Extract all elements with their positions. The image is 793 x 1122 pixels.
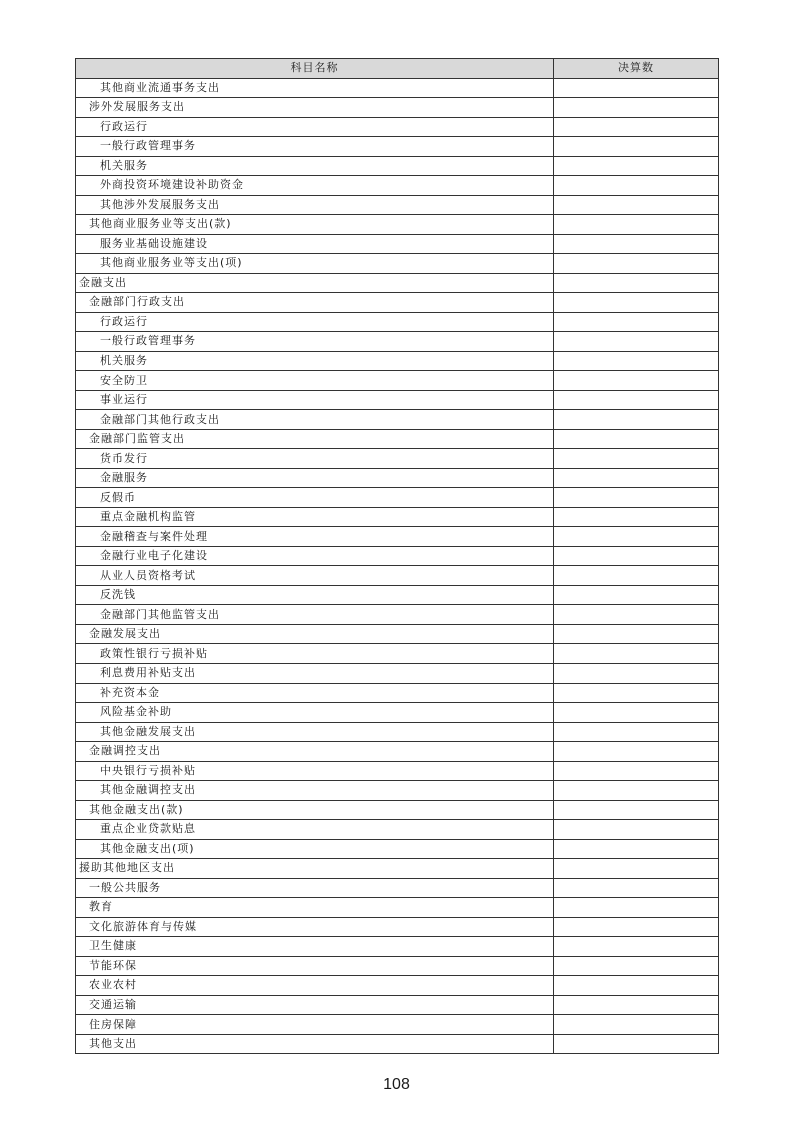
final-amount-cell [554, 195, 719, 215]
subject-name-cell: 教育 [76, 898, 554, 918]
subject-name-cell: 风险基金补助 [76, 703, 554, 723]
table-row [76, 449, 719, 469]
subject-name-cell: 金融部门其他行政支出 [76, 410, 554, 430]
table-row [76, 683, 719, 703]
final-amount-cell [554, 156, 719, 176]
table-row [76, 254, 719, 274]
table-row [76, 332, 719, 352]
subject-name-cell: 农业农村 [76, 976, 554, 996]
final-amount-cell [554, 351, 719, 371]
final-amount-cell [554, 781, 719, 801]
table-row [76, 488, 719, 508]
final-amount-cell [554, 507, 719, 527]
page-number: 108 [383, 1076, 410, 1093]
table-row [76, 878, 719, 898]
table-row [76, 722, 719, 742]
final-amount-cell [554, 215, 719, 235]
subject-name-cell: 一般公共服务 [76, 878, 554, 898]
subject-name-cell: 金融部门行政支出 [76, 293, 554, 313]
final-amount-cell [554, 449, 719, 469]
subject-name-cell: 行政运行 [76, 117, 554, 137]
subject-name-cell: 一般行政管理事务 [76, 137, 554, 157]
table-row [76, 624, 719, 644]
final-amount-cell [554, 742, 719, 762]
subject-name-cell: 节能环保 [76, 956, 554, 976]
subject-name-cell: 其他商业流通事务支出 [76, 78, 554, 98]
subject-name-cell: 其他支出 [76, 1034, 554, 1054]
table-row [76, 781, 719, 801]
final-amount-cell [554, 878, 719, 898]
final-amount-cell [554, 859, 719, 879]
final-amount-cell [554, 234, 719, 254]
table-row [76, 351, 719, 371]
final-amount-cell [554, 722, 719, 742]
final-amount-cell [554, 410, 719, 430]
subject-name-cell: 卫生健康 [76, 937, 554, 957]
table-row [76, 761, 719, 781]
subject-name-cell: 其他商业服务业等支出(款) [76, 215, 554, 235]
final-amount-cell [554, 995, 719, 1015]
table-header-row [76, 59, 719, 79]
subject-name-cell: 重点企业贷款贴息 [76, 820, 554, 840]
final-amount-cell [554, 1015, 719, 1035]
final-amount-cell [554, 527, 719, 547]
table-row [76, 195, 719, 215]
table-row [76, 644, 719, 664]
subject-name-cell: 事业运行 [76, 390, 554, 410]
subject-name-cell: 金融稽查与案件处理 [76, 527, 554, 547]
subject-name-cell: 补充资本金 [76, 683, 554, 703]
table-row [76, 176, 719, 196]
table-row [76, 429, 719, 449]
subject-name-cell: 政策性银行亏损补贴 [76, 644, 554, 664]
table-row [76, 234, 719, 254]
table-row [76, 566, 719, 586]
final-amount-cell [554, 585, 719, 605]
final-amount-cell [554, 371, 719, 391]
subject-name-cell: 援助其他地区支出 [76, 859, 554, 879]
subject-name-cell: 金融调控支出 [76, 742, 554, 762]
table-row [76, 410, 719, 430]
table-row [76, 117, 719, 137]
subject-name-cell: 其他金融支出(款) [76, 800, 554, 820]
final-amount-cell [554, 761, 719, 781]
final-amount-cell [554, 683, 719, 703]
final-amount-cell [554, 566, 719, 586]
table-row [76, 98, 719, 118]
table-body [76, 78, 719, 1054]
subject-name-cell: 行政运行 [76, 312, 554, 332]
final-amount-cell [554, 956, 719, 976]
final-amount-cell [554, 488, 719, 508]
subject-name-cell: 机关服务 [76, 156, 554, 176]
final-amount-cell [554, 332, 719, 352]
final-amount-cell [554, 117, 719, 137]
final-amount-cell [554, 624, 719, 644]
table-row [76, 78, 719, 98]
final-amount-cell [554, 644, 719, 664]
table-row [76, 215, 719, 235]
table-row [76, 917, 719, 937]
table-row [76, 937, 719, 957]
final-amount-cell [554, 800, 719, 820]
table-row [76, 820, 719, 840]
table-row [76, 1015, 719, 1035]
subject-name-cell: 服务业基础设施建设 [76, 234, 554, 254]
table-row [76, 703, 719, 723]
table-row [76, 293, 719, 313]
table-row [76, 995, 719, 1015]
subject-name-cell: 从业人员资格考试 [76, 566, 554, 586]
final-amount-cell [554, 839, 719, 859]
final-amount-cell [554, 937, 719, 957]
final-amount-cell [554, 546, 719, 566]
final-amount-cell [554, 663, 719, 683]
subject-name-cell: 涉外发展服务支出 [76, 98, 554, 118]
final-amount-cell [554, 176, 719, 196]
final-amount-cell [554, 605, 719, 625]
table-row [76, 546, 719, 566]
final-amount-cell [554, 703, 719, 723]
table-row [76, 898, 719, 918]
table-row [76, 976, 719, 996]
table-row [76, 371, 719, 391]
final-amount-cell [554, 273, 719, 293]
subject-name-cell: 金融部门其他监管支出 [76, 605, 554, 625]
final-amount-cell [554, 390, 719, 410]
final-amount-cell [554, 468, 719, 488]
table-row [76, 956, 719, 976]
subject-name-cell: 货币发行 [76, 449, 554, 469]
subject-name-cell: 其他金融发展支出 [76, 722, 554, 742]
final-amount-cell [554, 137, 719, 157]
table-row [76, 468, 719, 488]
subject-name-cell: 机关服务 [76, 351, 554, 371]
table-row [76, 156, 719, 176]
table-row [76, 859, 719, 879]
final-amount-cell [554, 820, 719, 840]
subject-name-cell: 住房保障 [76, 1015, 554, 1035]
subject-name-cell: 反洗钱 [76, 585, 554, 605]
final-amount-cell [554, 429, 719, 449]
subject-name-cell: 中央银行亏损补贴 [76, 761, 554, 781]
subject-name-cell: 安全防卫 [76, 371, 554, 391]
subject-name-cell: 重点金融机构监管 [76, 507, 554, 527]
final-amount-cell [554, 98, 719, 118]
final-amount-cell [554, 917, 719, 937]
table-row [76, 800, 719, 820]
subject-name-cell: 交通运输 [76, 995, 554, 1015]
final-amount-cell [554, 976, 719, 996]
table-row [76, 527, 719, 547]
subject-name-cell: 反假币 [76, 488, 554, 508]
subject-name-cell: 金融服务 [76, 468, 554, 488]
table-row [76, 742, 719, 762]
table-row [76, 663, 719, 683]
table-row [76, 273, 719, 293]
subject-name-cell: 其他金融支出(项) [76, 839, 554, 859]
subject-name-cell: 外商投资环境建设补助资金 [76, 176, 554, 196]
budget-table [75, 58, 719, 1054]
table-row [76, 585, 719, 605]
final-amount-cell [554, 78, 719, 98]
subject-name-cell: 金融支出 [76, 273, 554, 293]
final-amount-cell [554, 898, 719, 918]
table-row [76, 137, 719, 157]
table-row [76, 390, 719, 410]
table-row [76, 312, 719, 332]
table-row [76, 605, 719, 625]
final-amount-cell [554, 293, 719, 313]
table-row [76, 839, 719, 859]
subject-name-cell: 其他商业服务业等支出(项) [76, 254, 554, 274]
final-amount-cell [554, 1034, 719, 1054]
final-amount-cell [554, 312, 719, 332]
table-row [76, 1034, 719, 1054]
subject-name-cell: 文化旅游体育与传媒 [76, 917, 554, 937]
subject-name-cell: 其他金融调控支出 [76, 781, 554, 801]
subject-name-cell: 其他涉外发展服务支出 [76, 195, 554, 215]
subject-name-cell: 金融发展支出 [76, 624, 554, 644]
table-row [76, 507, 719, 527]
subject-name-cell: 利息费用补贴支出 [76, 663, 554, 683]
final-amount-cell [554, 254, 719, 274]
subject-name-cell: 一般行政管理事务 [76, 332, 554, 352]
column-header-subject-name: 科目名称 [76, 59, 554, 79]
column-header-final-amount: 决算数 [554, 59, 719, 79]
subject-name-cell: 金融行业电子化建设 [76, 546, 554, 566]
subject-name-cell: 金融部门监管支出 [76, 429, 554, 449]
